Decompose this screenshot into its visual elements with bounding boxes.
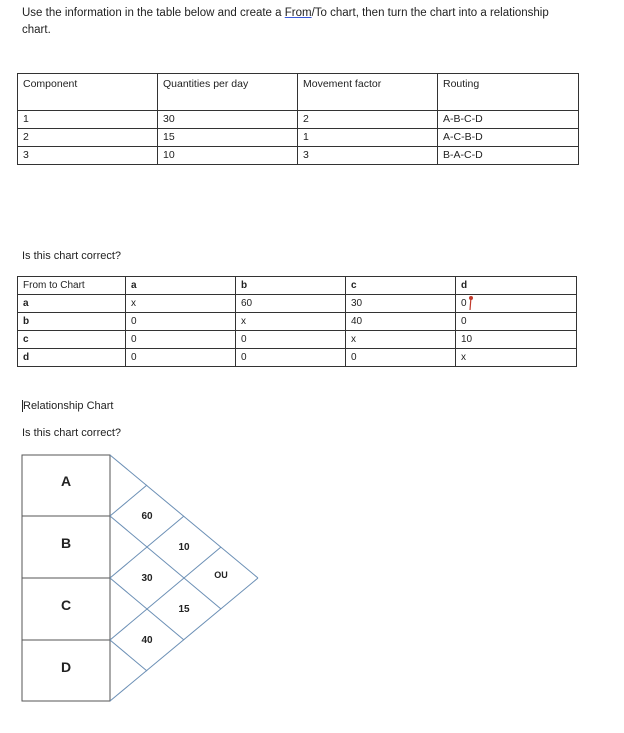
table-cell: x: [346, 331, 456, 349]
table-cell: A-C-B-D: [438, 129, 579, 147]
instructions-text: Use the information in the table below and create a From/To chart, then turn the chart into a relationship chart.: [22, 7, 549, 36]
relationship-chart-title: Relationship Chart: [23, 400, 114, 412]
table-cell: 40: [346, 313, 456, 331]
triangle-grid: [110, 455, 258, 701]
row-label: b: [18, 313, 126, 331]
table-cell: x: [456, 349, 577, 367]
header-cell: From to Chart: [18, 277, 126, 295]
cell-value: 0: [461, 298, 467, 309]
table-cell: 10: [158, 147, 298, 165]
table-cell: 0: [126, 331, 236, 349]
question-2: Is this chart correct?: [22, 427, 122, 439]
table-cell: 0: [126, 313, 236, 331]
relationship-bd-value: 15: [178, 604, 190, 615]
table-cell: 30: [158, 111, 298, 129]
header-cell: a: [126, 277, 236, 295]
relationship-ac: 30: [141, 573, 153, 584]
row-label: a: [18, 295, 126, 313]
header-cell: Movement factor: [298, 74, 438, 111]
row-label: c: [18, 331, 126, 349]
table-cell: 0: [236, 331, 346, 349]
department-label: B: [60, 535, 72, 551]
relationship-cd: 40: [141, 635, 153, 646]
table-cell: 1: [18, 111, 158, 129]
table-cell: 2: [18, 129, 158, 147]
department-label: D: [60, 659, 72, 675]
table-cell: 15: [158, 129, 298, 147]
table-cell: 0: [236, 349, 346, 367]
table-cell: 30: [346, 295, 456, 313]
table-cell: 0: [126, 349, 236, 367]
table-cell: 3: [18, 147, 158, 165]
table-cell: B-A-C-D: [438, 147, 579, 165]
table-cell: 3: [298, 147, 438, 165]
table-cell: 10: [456, 331, 577, 349]
relationship-bc: 10: [178, 542, 190, 553]
department-label: C: [60, 597, 72, 613]
table-cell: x: [236, 313, 346, 331]
header-cell: Routing: [438, 74, 579, 111]
header-cell: Quantities per day: [158, 74, 298, 111]
department-label: A: [60, 473, 72, 489]
header-cell: d: [456, 277, 577, 295]
header-cell: Component: [18, 74, 158, 111]
row-label: d: [18, 349, 126, 367]
question-1: Is this chart correct?: [22, 250, 122, 262]
table-cell: 60: [236, 295, 346, 313]
table-cell: 0: [346, 349, 456, 367]
table-cell: 1: [298, 129, 438, 147]
table-cell: 0: [456, 313, 577, 331]
table-cell: x: [126, 295, 236, 313]
table-cell: A-B-C-D: [438, 111, 579, 129]
relationship-ab: 60: [141, 511, 153, 522]
relationship-bd: OU: [214, 570, 228, 580]
header-cell: c: [346, 277, 456, 295]
from-word: From: [284, 7, 312, 19]
table-cell: 2: [298, 111, 438, 129]
header-cell: b: [236, 277, 346, 295]
